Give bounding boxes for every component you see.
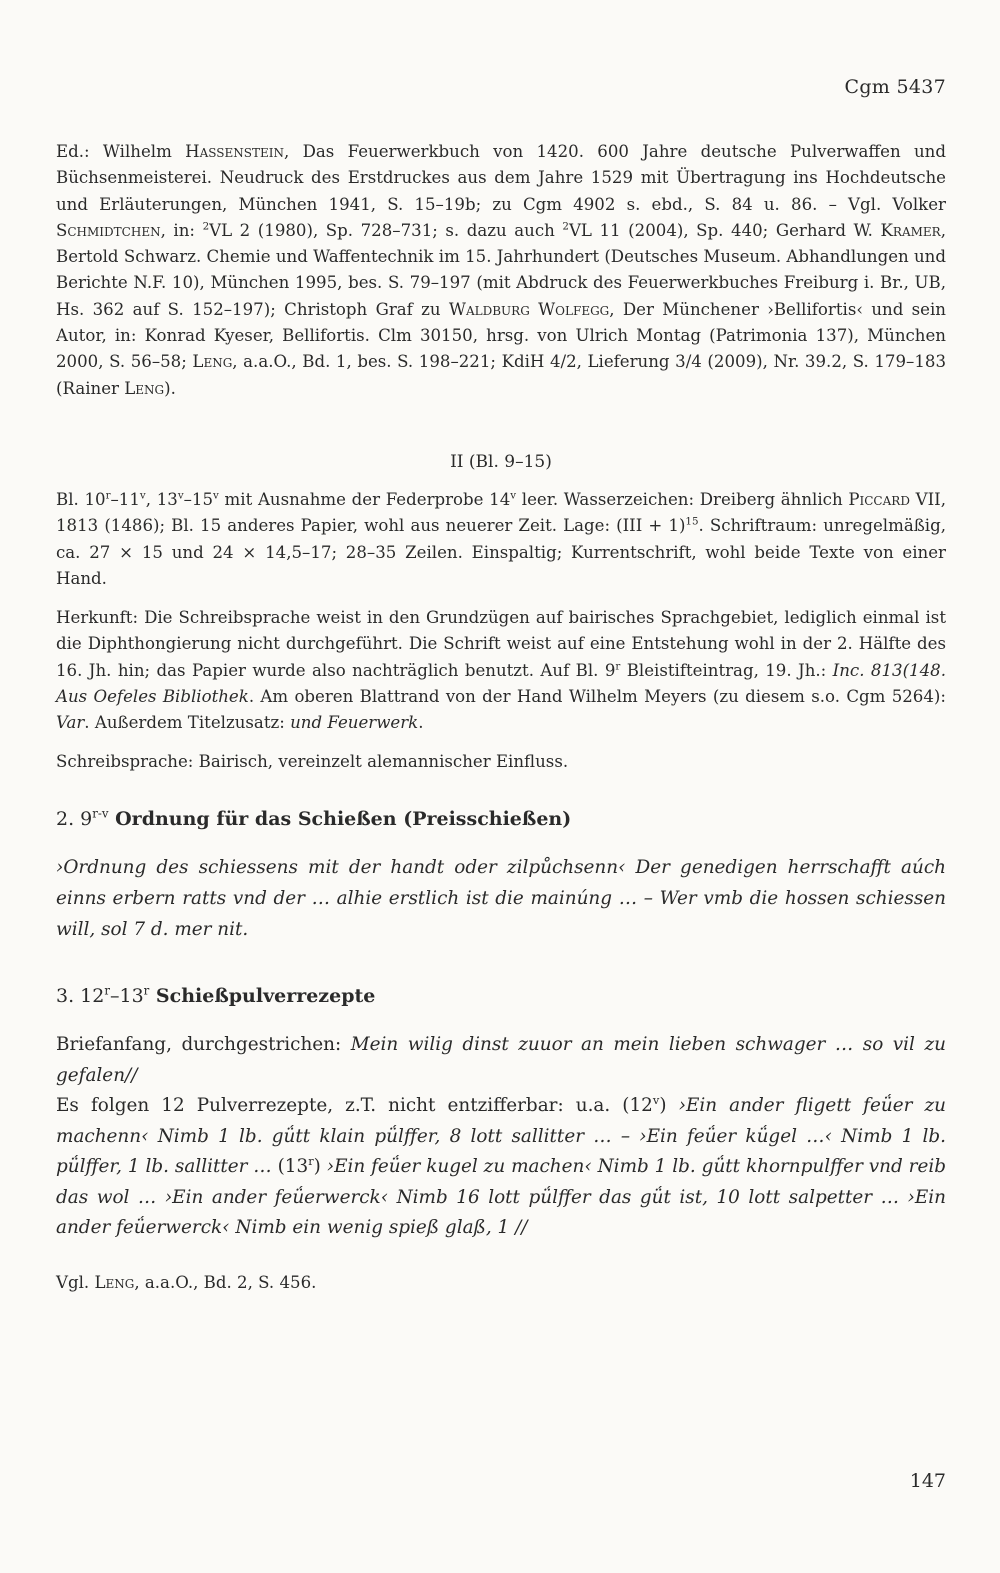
item-2-incipit: ›Ordnung des schiessens mit der handt oder zilpůchsenn‹ Der genedigen herrschafft aúch einns erbern ratts vnd der … alhie erstlich ist die mainúng … – Wer vmb die hossen schiessen will, sol 7 d. mer nit. — [56, 857, 946, 940]
author-name: Leng — [124, 378, 165, 398]
item-3-heading: 3. 12$^r$–13$^r$ Schießpulverrezepte — [56, 983, 376, 1007]
editions-paragraph: Ed.: Wilhelm Hassenstein, Das Feuerwerkbuch von 1420. 600 Jahre deutsche Pulverwaffen und Büchsenmeisterei. Neudruck des Erstdruckes aus dem Jahre 1529 mit Übertragung ins Hochdeutsche und Erläuterungen, München 1941, S. 15–19b; zu Cgm 4902 s. ebd., S. 84 u. 86. – Vgl. Volker Schmidtchen, in: $^2$VL 2 (1980), Sp. 728–731; s. dazu auch $^2$VL 11 (2004), Sp. 440; Gerhard W. Kramer, Bertold Schwarz. Chemie und Waffentechnik im 15. Jahrhundert (Deutsches Museum. Abhandlungen und Berichte N.F. 10), München 1995, bes. S. 79–197 (mit Abdruck des Feuerwerkbuches Freiburg i. Br., UB, Hs. 362 auf S. 152–197); Christoph Graf zu Waldburg Wolfegg, Der Münchener ›Bellifortis‹ und sein Autor, in: Konrad Kyeser, Bellifortis. Clm 30150, hrsg. von Ulrich Montag (Patrimonia 137), München 2000, S. 56–58; Leng, a.a.O., Bd. 1, bes. S. 198–221; KdiH 4/2, Lieferung 3/4 (2009), Nr. 39.2, S. 179–183 (Rainer Leng). — [56, 142, 947, 398]
item-3-body — [56, 1030, 946, 1244]
author-name: Waldburg Wolfegg — [448, 299, 610, 319]
author-name: Hassenstein — [185, 142, 285, 161]
author-name: Piccard — [848, 490, 910, 509]
provenance-paragraph: Herkunft: Die Schreibsprache weist in den Grundzügen auf bairisches Sprachgebiet, lediglich einmal ist die Diphthongierung nicht durchgeführt. Die Schrift weist auf eine Entstehung wohl in der 2. Hälfte des 16. Jh. hin; das Papier wurde also nachträglich benutzt. Auf Bl. 9$^r$ Bleistifteintrag, 19. Jh.: Inc. 813(148. Aus Oefeles Bibliothek. Am oberen Blattrand von der Hand Wilhelm Meyers (zu diesem s.o. Cgm 5264): Var. Außerdem Titelzusatz: und Feuerwerk. — [56, 608, 946, 733]
item-3-recipes: Es folgen 12 Pulverrezepte, z.T. nicht entzifferbar: u.a. (12$^v$) ›Ein ander fligett feǘer zu machenn‹ Nimb 1 lb. gǘtt klain pǘlffer, 8 lott sallitter … – ›Ein feǘer kǘgel …‹ Nimb 1 lb. pǘlffer, 1 lb. sallitter … (13$^r$) ›Ein feǘer kugel zu machen‹ Nimb 1 lb. gǘtt khornpulffer vnd reib das wol … ›Ein ander feǘerwerck‹ Nimb 16 lott pǘlffer das gǘt ist, 10 lott salpetter … ›Ein ander feǘerwerck‹ Nimb ein wenig spieß glaß, 1 // — [56, 1092, 946, 1238]
author-name: Kramer — [880, 220, 941, 240]
item-2-heading: 2. 9$^{r-v}$ Ordnung für das Schießen (Preisschießen) — [56, 806, 572, 830]
running-head: Cgm 5437 — [844, 76, 946, 98]
language-paragraph: Schreibsprache: Bairisch, vereinzelt alemannischer Einfluss. — [56, 752, 569, 771]
section-heading: II (Bl. 9–15) — [450, 452, 552, 472]
author-name: Leng — [192, 352, 233, 372]
codicological-description: Bl. 10$^r$–11$^v$, 13$^v$–15$^v$ mit Ausnahme der Federprobe 14$^v$ leer. Wasserzeichen: Dreiberg ähnlich Piccard VII, 1813 (1486); Bl. 15 anderes Papier, wohl aus neuerer Zeit. Lage: (III + 1)$^{15}$. Schriftraum: unregelmäßig, ca. 27 × 15 und 24 × 14,5–17; 28–35 Zeilen. Einspaltig; Kurrentschrift, wohl beide Texte von einer Hand. — [56, 489, 947, 588]
author-name: Schmidtchen — [56, 220, 161, 240]
author-name: Leng — [94, 1273, 135, 1292]
page-number: 147 — [909, 1470, 946, 1492]
reference-note: Vgl. Leng, a.a.O., Bd. 2, S. 456. — [56, 1273, 317, 1292]
item-3-letter-opening: Briefanfang, durchgestrichen: Mein wilig dinst zuuor an mein lieben schwager … so vil zu gefalen// — [56, 1034, 946, 1086]
